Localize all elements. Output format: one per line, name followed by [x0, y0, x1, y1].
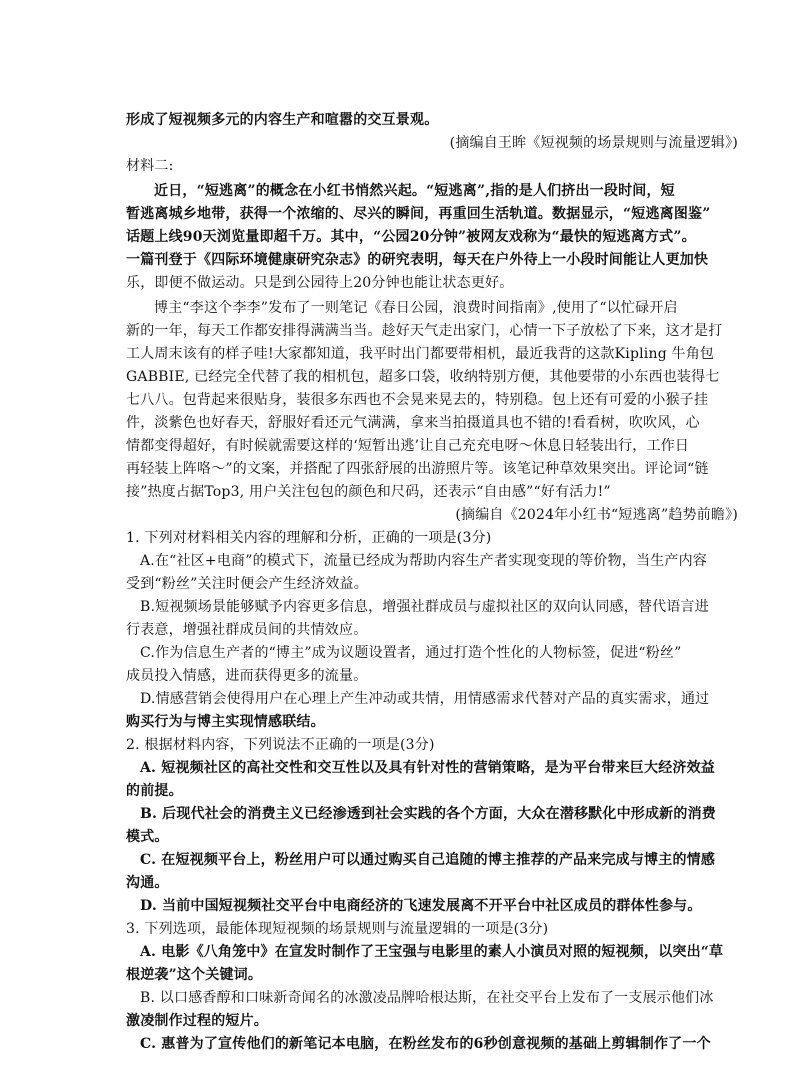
text-line: 新的一年，每天工作都安排得满满当当。趁好天气走出家门，心情一下子放松了下来，这才是打 — [126, 323, 723, 339]
citation-line: (摘编自王眸《短视频的场景规则与流量逻辑》) — [449, 135, 738, 151]
option-line: B. 后现代社会的消费主义已经渗透到社会实践的各个方面，大众在潜移默化中形成新的消费 — [140, 806, 716, 822]
option-line: 受到“粉丝”关注时便会产生经济效益。 — [126, 576, 368, 592]
question-title: 3. 下列选项，最能体现短视频的场景规则与流量逻辑的一项是(3分) — [126, 921, 549, 937]
option-line: A. 短视频社区的高社交性和交互性以及具有针对性的营销策略，是为平台带来巨大经济效益 — [140, 760, 716, 776]
option-line: 模式。 — [126, 829, 169, 845]
option-line: 沟通。 — [126, 875, 169, 891]
option-line: B.短视频场景能够赋予内容更多信息，增强社群成员与虚拟社区的双向认同感，替代语言进 — [140, 599, 709, 615]
text-line: 话题上线90天浏览量即超千万。其中，“公园20分钟”被网友戏称为“最快的短逃离方式”。 — [126, 229, 696, 245]
text-line: 博主“李这个李李”发布了一则笔记《春日公园，浪费时间指南》,使用了“以忙碌开启 — [154, 300, 678, 316]
text-line: 形成了短视频多元的内容生产和喧嚣的交互景观。 — [126, 112, 439, 128]
option-line: 行表意，增强社群成员间的共情效应。 — [126, 622, 368, 638]
section-heading: 材料二: — [126, 158, 174, 174]
question-title: 2. 根据材料内容，下列说法不正确的一项是(3分) — [126, 737, 435, 753]
question-title: 1. 下列对材料相关内容的理解和分析，正确的一项是(3分) — [126, 530, 492, 546]
option-line: 成员投入情感，进而获得更多的流量。 — [126, 668, 368, 684]
text-line: 接”热度占据Top3, 用户关注包包的颜色和尺码，还表示“自由感”“好有活力!” — [126, 484, 611, 500]
option-line: 购买行为与博主实现情感联结。 — [126, 714, 325, 730]
text-line: 情都变得超好，有时候就需要这样的‘短暂出逃’让自己充充电呀～休息日轻装出行，工作日 — [126, 438, 690, 454]
text-line: 件，淡紫色也好春天，舒服好看还元气满满，拿来当拍摄道具也不错的!看看树，吹吹风，心 — [126, 415, 700, 431]
text-line: 近日，“短逃离”的概念在小红书悄然兴起。“短逃离”,指的是人们挤出一段时间，短 — [154, 183, 675, 199]
option-line: C.作为信息生产者的“博主”成为议题设置者，通过打造个性化的人物标签，促进“粉丝” — [140, 645, 682, 661]
text-line: 暂逃离城乡地带，获得一个浓缩的、尽兴的瞬间，再重回生活轨道。数据显示，“短逃离图鉴” — [126, 206, 711, 222]
text-line: 工人周末该有的样子哇!大家都知道，我平时出门都要带相机，最近我背的这款Kipling 牛角包 — [126, 346, 715, 362]
text-line: GABBIE, 已经完全代替了我的相机包，超多口袋，收纳特别方便，其他要带的小东西也装得七 — [126, 369, 720, 385]
text-line: 一篇刊登于《四际环境健康研究杂志》的研究表明，每天在户外待上一小段时间能让人更加快 — [126, 252, 709, 268]
option-line: C. 在短视频平台上，粉丝用户可以通过购买自己追随的博主推荐的产品来完成与博主的情感 — [140, 852, 716, 868]
option-line: A.在“社区+电商”的模式下，流量已经成为帮助内容生产者实现变现的等价物，当生产内容 — [140, 553, 708, 569]
option-line: D.情感营销会使得用户在心理上产生冲动或共情，用情感需求代替对产品的真实需求，通过 — [140, 691, 710, 707]
text-line: 七八八。包背起来很贴身，装很多东西也不会晃来晃去的，特别稳。包上还有可爱的小猴子挂 — [126, 392, 709, 408]
option-line: 的前提。 — [126, 783, 183, 799]
citation-line: (摘编自《2024年小红书“短逃离”趋势前瞻》) — [455, 507, 738, 523]
option-line: B. 以口感香醇和口味新奇闻名的冰激凌品牌哈根达斯，在社交平台上发布了一支展示他们冰 — [140, 990, 714, 1006]
text-line: 再轻装上阵咯～”的文案，并搭配了四张舒展的出游照片等。该笔记种草效果突出。评论词“链 — [126, 461, 709, 477]
option-line: 根逆袭”这个关键词。 — [126, 967, 263, 983]
option-line: A. 电影《八角笼中》在宣发时制作了王宝强与电影里的素人小演员对照的短视频，以突出“草 — [140, 944, 724, 960]
text-line: 乐，即便不做运动。只是到公园待上20分钟也能让状态更好。 — [126, 275, 514, 291]
option-line: D. 当前中国短视频社交平台中电商经济的飞速发展离不开平台中社区成员的群体性参与。 — [140, 898, 702, 914]
option-line: C. 惠普为了宣传他们的新笔记本电脑，在粉丝发布的6秒创意视频的基础上剪辑制作了一个 — [140, 1036, 711, 1052]
option-line: 激凌制作过程的短片。 — [126, 1013, 268, 1029]
